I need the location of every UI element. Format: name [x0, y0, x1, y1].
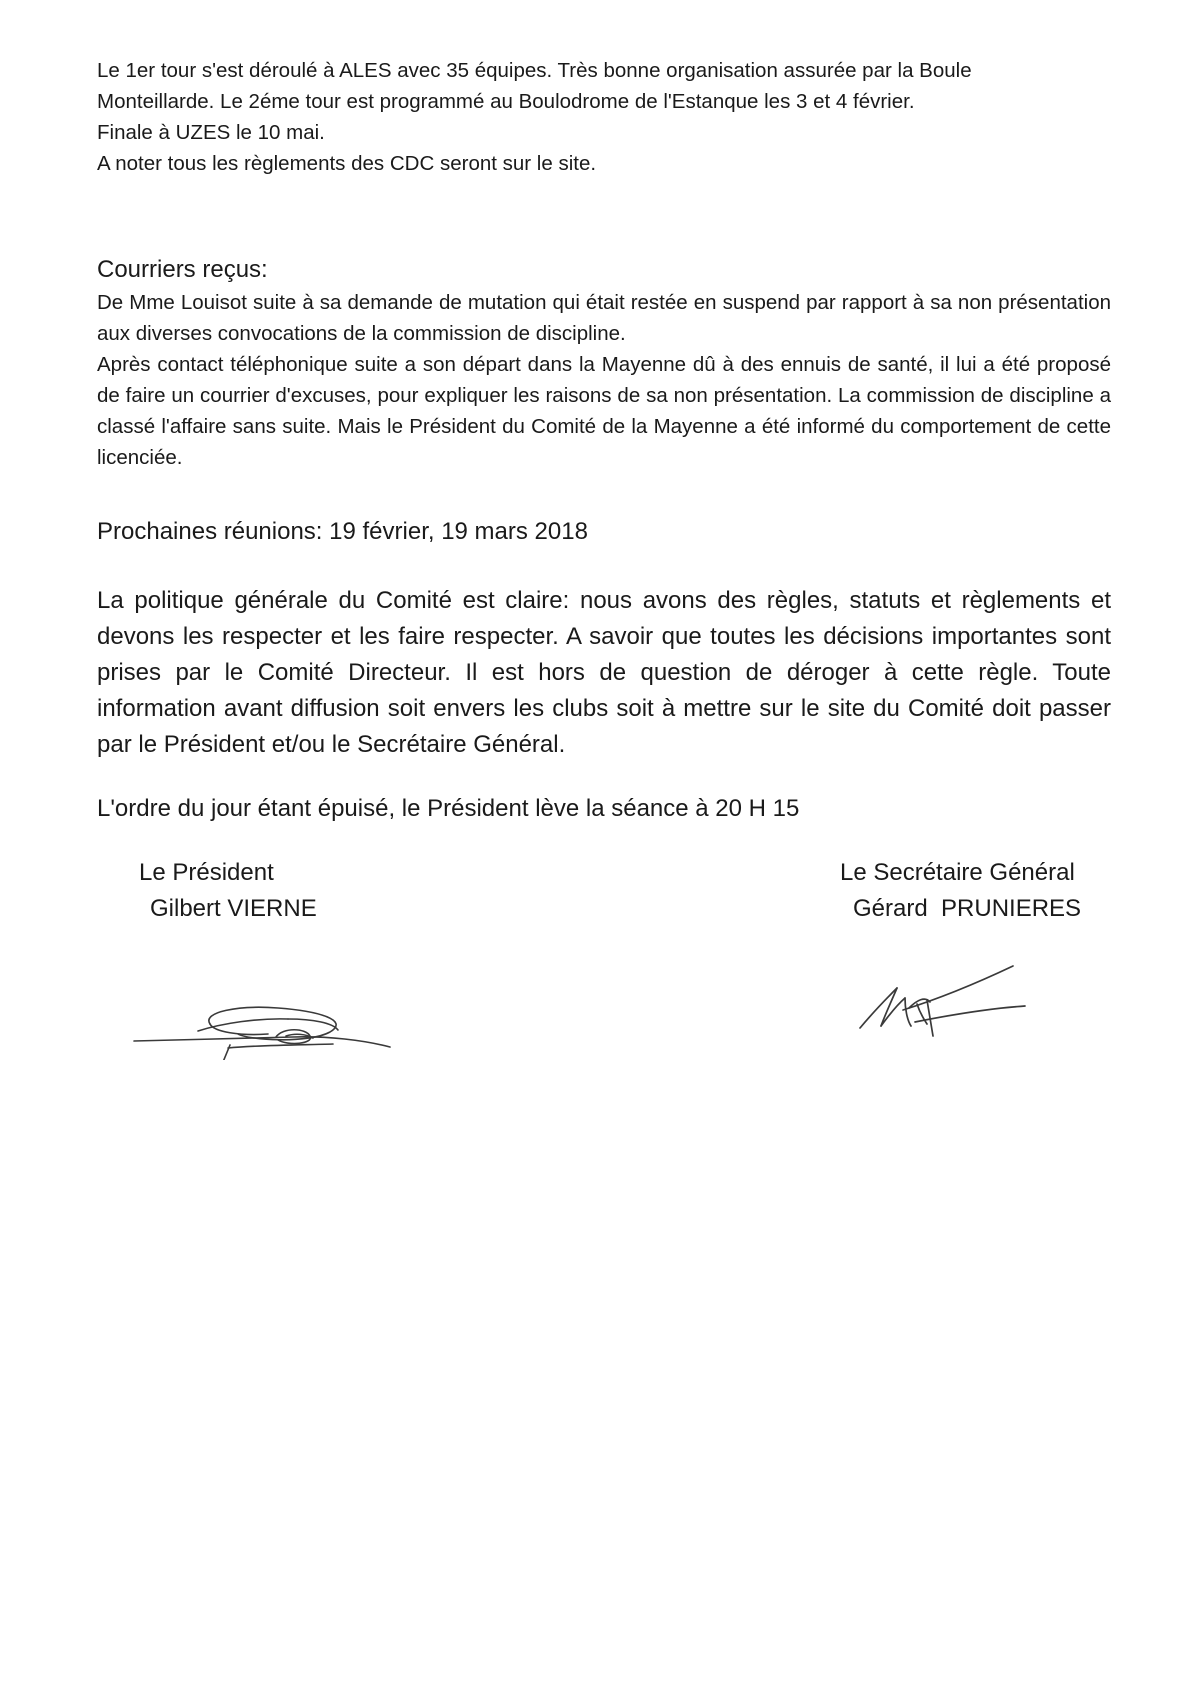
- cdc-results-paragraph: [97, 55, 1111, 179]
- cdc-results-line: A noter tous les règlements des CDC seront sur le site.: [97, 152, 597, 175]
- president-name: Gilbert VIERNE: [150, 895, 317, 922]
- secretaire-signatory: [840, 855, 1081, 927]
- cdc-results-line: Le 1er tour s'est déroulé à ALES avec 35 équipes. Très bonne organisation assurée par la Boule: [97, 59, 972, 82]
- president-signatory: [139, 855, 317, 927]
- cdc-results-line: Monteillarde. Le 2éme tour est programmé au Boulodrome de l'Estanque les 3 et 4 février.: [97, 90, 915, 113]
- president-title: Le Président: [139, 859, 274, 886]
- prochaines-reunions: Prochaines réunions: 19 février, 19 mars 2018: [97, 518, 588, 545]
- politique-paragraph: La politique générale du Comité est claire: nous avons des règles, statuts et règlements et devons les respecter et les faire respecter. A savoir que toutes les décisions importantes sont prises par le Comité Directeur. Il est hors de question de déroger à cette règle. Toute information avant diffusion soit envers les clubs soit à mettre sur le site du Comité doit passer par le Président et/ou le Secrétaire Général.: [97, 587, 1111, 758]
- courriers-heading: Courriers reçus:: [97, 256, 268, 283]
- secretaire-title: Le Secrétaire Général: [840, 859, 1075, 886]
- secretaire-signature: [855, 960, 1035, 1040]
- cdc-results-line: Finale à UZES le 10 mai.: [97, 121, 325, 144]
- closing-statement: L'ordre du jour étant épuisé, le Président lève la séance à 20 H 15: [97, 795, 800, 822]
- courriers-body-part-2: Après contact téléphonique suite a son départ dans la Mayenne dû à des ennuis de santé, il lui a été proposé de faire un courrier d'excuses, pour expliquer les raisons de sa non présentation. La commission de discipline a classé l'affaire sans suite. Mais le Président du Comité de la Mayenne a été informé du comportement de cette licenciée.: [97, 353, 1111, 469]
- courriers-body: [97, 287, 1111, 473]
- president-signature: [128, 990, 398, 1060]
- secretaire-name: Gérard PRUNIERES: [853, 895, 1082, 922]
- courriers-body-part-1: De Mme Louisot suite à sa demande de mutation qui était restée en suspend par rapport à sa non présentation aux diverses convocations de la commission de discipline.: [97, 291, 1111, 345]
